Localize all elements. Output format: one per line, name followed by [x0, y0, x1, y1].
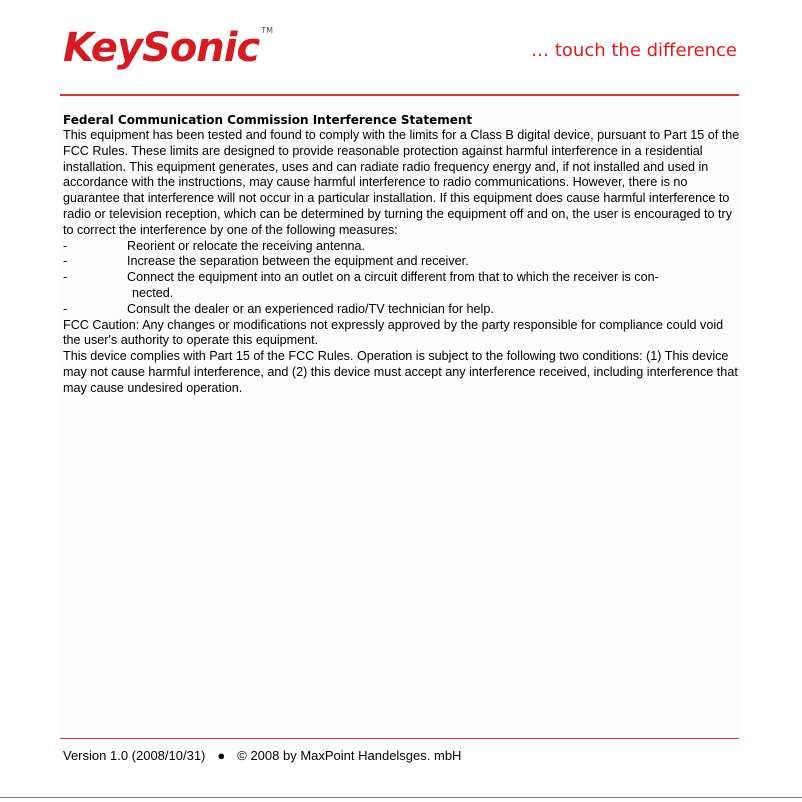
measure-dash: - — [63, 238, 68, 253]
footer-divider — [60, 738, 739, 739]
measure-item — [63, 270, 743, 302]
measure-dash: - — [63, 270, 68, 285]
measure-dash: - — [63, 254, 68, 269]
footer-copyright: © 2008 by MaxPoint Handelsges. mbH — [237, 748, 462, 763]
measure-text: Increase the separation between the equipment and receiver. — [127, 254, 469, 269]
measure-text: Reorient or relocate the receiving antenna. — [127, 238, 366, 253]
compliance-conditions: This device complies with Part 15 of the FCC Rules. Operation is subject to the following two conditions: (1) This device may not cause harmful interference, and (2) this device must accept any interference received, including interference that may cause undesired operation. — [63, 349, 738, 395]
measure-text: Consult the dealer or an experienced radio/TV technician for help. — [127, 301, 494, 316]
statement-intro: This equipment has been tested and found to comply with the limits for a Class B digital device, pursuant to Part 15 of the FCC Rules. These limits are designed to provide reasonable protection against harmful interference in a residential installation. This equipment generates, uses and can radiate radio frequency energy and, if not installed and used in accordance with the instructions, may cause harmful interference to radio communications. However, there is no guarantee that interference will not occur in a particular installation. If this equipment does cause harmful interference to radio or television reception, which can be determined by turning the equipment off and on, the user is encouraged to try to correct the interference by one of the following measures: — [63, 128, 740, 237]
trademark-mark: TM — [261, 26, 273, 35]
footer-bullet: ● — [217, 748, 226, 763]
page-edge — [0, 797, 802, 798]
measure-text: Connect the equipment into an outlet on a circuit different from that to which the receiver is con- — [127, 270, 659, 285]
measure-continuation: nected. — [132, 285, 174, 300]
tagline: … touch the difference — [531, 40, 737, 61]
header-divider — [60, 94, 739, 96]
footer-version: Version 1.0 (2008/10/31) — [63, 748, 206, 763]
fcc-caution: FCC Caution: Any changes or modifications not expressly approved by the party responsible for compliance could void the user's authority to operate this equipment. — [63, 317, 724, 348]
fcc-statement — [63, 112, 743, 397]
keysonic-logo — [63, 24, 273, 72]
measures-list — [63, 239, 743, 318]
page-footer — [63, 748, 461, 764]
measure-item — [63, 302, 743, 318]
logo-text: KeySonic — [63, 25, 260, 71]
measure-dash: - — [63, 301, 68, 316]
statement-heading: Federal Communication Commission Interference Statement — [63, 113, 473, 127]
measure-item — [63, 254, 743, 270]
measure-item — [63, 239, 743, 255]
